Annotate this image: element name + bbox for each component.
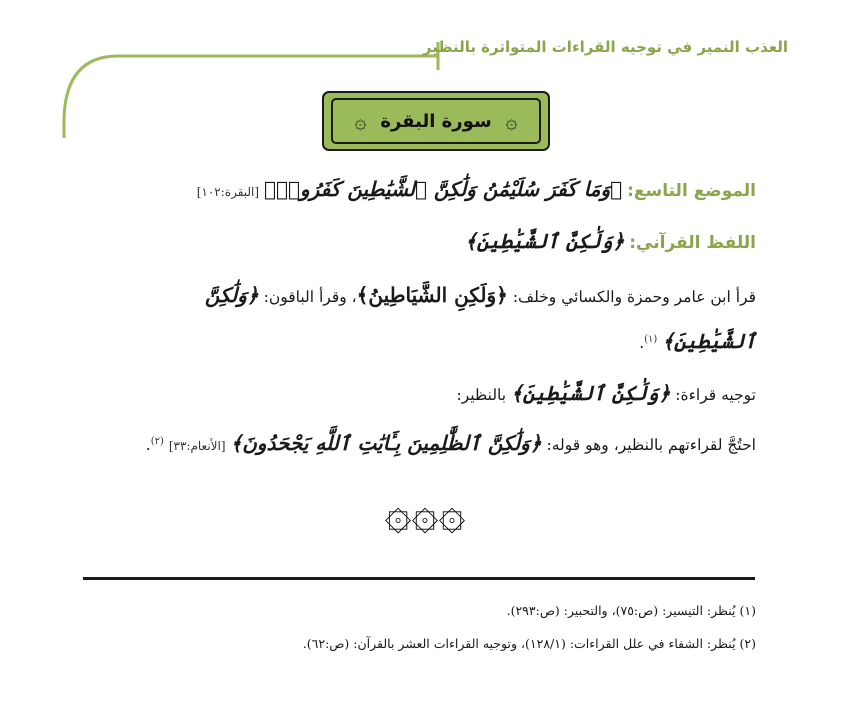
direction-text-2: بالنظير: [456,386,507,404]
readings-text-2: ، وقرأ الباقون: [263,288,357,306]
direction-text-1: توجيه قراءة: [675,386,756,404]
footnote-marker-1: (١) [644,334,658,345]
line-readings-cont: ٱلشَّيَٰطِينَ﴾ $^{(١)}$. [639,329,756,354]
surah-title: سورة البقرة [380,110,492,132]
running-header-title: العذب النمير في توجيه القراءات المتواترة بالنظير [422,38,788,56]
verse-reference: [البقرة:١٠٢] [196,185,260,199]
footnote-divider [83,577,755,580]
direction-verse: ﴿وَلَٰكِنَّ ٱلشَّيَٰطِينَ﴾ [511,381,671,405]
line-readings [92,284,756,309]
footnote-marker-2: (٢) [150,436,164,447]
surah-ornament-right-icon: ۞ [505,109,518,133]
separator-star-ornaments-icon: ۞۞۞ [384,485,466,539]
line-location [92,178,756,204]
footnote-1: (١) يُنظر: التيسير: (ص:٧٥)، والتحبير: (ص:٢٩٣). [506,603,756,618]
surah-ornament-left-icon: ۞ [354,109,367,133]
location-label: الموضع التاسع: [627,181,756,201]
quranic-word-verse: ﴿وَلَٰكِنَّ ٱلشَّيَٰطِينَ﴾ [465,229,625,253]
surah-title-inner-frame [331,98,541,144]
reading-verse-2-part1: ﴿وَلَٰكِنَّ [204,283,259,307]
reading-verse-2-part2: ٱلشَّيَٰطِينَ﴾ [662,329,756,354]
surah-title-box [322,91,550,151]
argument-reference: [الأنعام:٣٣] [168,439,226,454]
line-direction [92,382,756,407]
argument-text: احتُجَّ لقراءتهم بالنظير، وهو قوله: [546,436,756,455]
reading-verse-1: ﴿وَلَكِنِ الشَّيَاطِينُ﴾ [356,283,508,307]
verse-baqarah-102: ﴿وَمَا كَفَرَ سُلَيْمَٰنُ وَلَٰكِنَّ ٱلشَّيَٰطِينَ كَفَرُوا۟﴾ [264,177,623,201]
readings-text-1: قرأ ابن عامر وحمزة والكسائي وخلف: [512,288,756,306]
footnote-2: (٢) يُنظر: الشفاء في علل القراءات: (١٢٨/١)، وتوجيه القراءات العشر بالقرآن: (ص:٦٢). [302,636,756,651]
argument-verse-anam-33: ﴿وَلَٰكِنَّ ٱلظَّٰلِمِينَ بِـَٔايَٰتِ ٱللَّهِ يَجْحَدُونَ﴾ [230,431,542,456]
line-quranic-word [92,230,756,255]
line-argument: احتُجَّ لقراءتهم بالنظير، وهو قوله: ﴿وَلَٰكِنَّ ٱلظَّٰلِمِينَ بِـَٔايَٰتِ ٱللَّهِ يَجْحَدُونَ﴾ [الأنعام:٣٣] $^{(٢)}$. [145,431,756,456]
quranic-word-label: اللفظ القرآني: [629,233,756,253]
